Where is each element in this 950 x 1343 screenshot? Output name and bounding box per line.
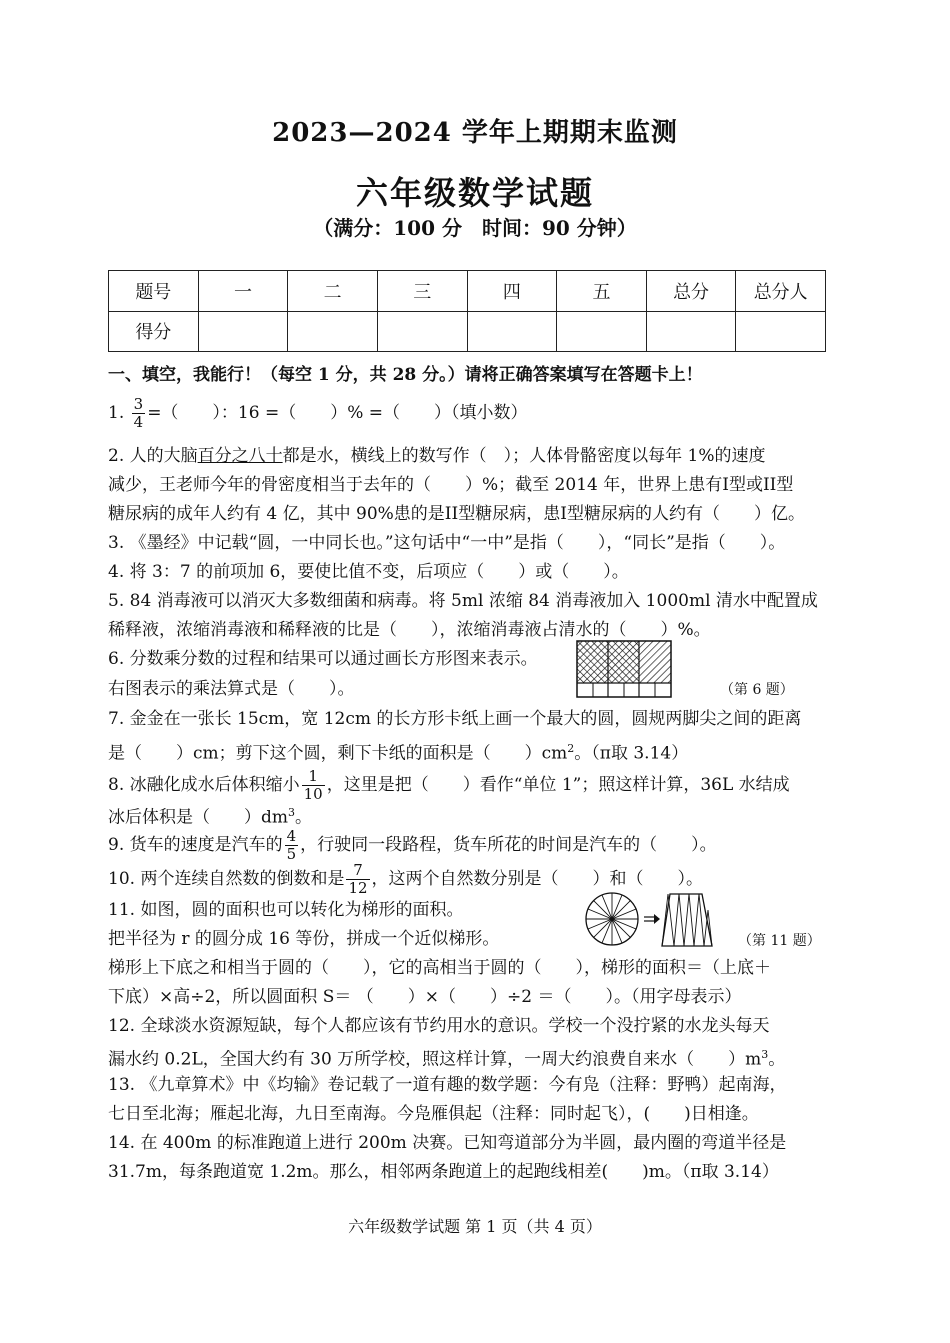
question-text: =（ ）：16 =（ ）% =（ ）（填小数） [147, 403, 528, 423]
question-11-line-4: 下底）×高÷2，所以圆面积 S＝ （ ）×（ ）÷2 ＝（ ）。（用字母表示） [108, 987, 742, 1007]
question-9 [108, 828, 717, 863]
score-header-cell: 总分人 [736, 271, 826, 312]
question-12-line-2 [108, 1043, 785, 1072]
question-2-line-2: 减少，王老师今年的骨密度相当于去年的（ ）%；截至 2014 年，世界上患有I型或II型 [108, 475, 794, 495]
fraction-denominator: 4 [133, 413, 144, 431]
fraction-rectangle-diagram [576, 640, 672, 698]
question-13-line-2: 七日至北海；雁起北海，九日至南海。今凫雁俱起（注释：同时起飞），( )日相逢。 [108, 1104, 759, 1124]
fraction-denominator: 12 [348, 879, 368, 897]
question-text: 。 [768, 1049, 786, 1070]
question-text: 是（ ）cm；剪下这个圆，剩下卡纸的面积是（ ）cm [108, 743, 568, 764]
fraction-denominator: 5 [286, 845, 297, 863]
page-footer: 六年级数学试题 第 1 页（共 4 页） [348, 1217, 602, 1236]
question-6-line-2: 右图表示的乘法算式是（ ）。 [108, 679, 355, 699]
question-text: 8. 冰融化成水后体积缩小 [108, 775, 300, 795]
question-text: ，这两个自然数分别是（ ）和（ ）。 [371, 869, 704, 889]
fraction [302, 768, 325, 803]
approximate-trapezoid [662, 894, 712, 946]
question-text: 冰后体积是（ ）dm [108, 807, 289, 828]
question-3: 3. 《墨经》中记载“圆，一中同长也。”这句话中“一中”是指（ ），“同长”是指（ ）。 [108, 533, 786, 553]
score-header-cell: 一 [198, 271, 288, 312]
question-7-line-2 [108, 737, 688, 766]
question-text: 2. 人的大脑 [108, 446, 198, 466]
score-header-cell: 总分 [646, 271, 736, 312]
fraction [285, 828, 299, 863]
score-header-cell: 五 [557, 271, 647, 312]
circle-to-trapezoid-diagram [584, 890, 716, 950]
question-8-line-1 [108, 768, 790, 803]
question-2-line-1 [108, 444, 766, 468]
fraction [132, 396, 146, 431]
fraction-numerator: 3 [133, 395, 144, 413]
score-cell[interactable] [198, 311, 288, 352]
score-header-cell: 四 [467, 271, 557, 312]
score-header-cell: 题号 [109, 271, 199, 312]
question-12-line-1: 12. 全球淡水资源短缺，每个人都应该有节约用水的意识。学校一个没拧紧的水龙头每天 [108, 1016, 770, 1036]
score-table-score-row [109, 311, 826, 352]
question-4: 4. 将 3：7 的前项加 6，要使比值不变，后项应（ ）或（ ）。 [108, 562, 629, 582]
question-11-line-3: 梯形上下底之和相当于圆的（ ），它的高相当于圆的（ ），梯形的面积＝（上底＋ [108, 958, 771, 978]
fraction-denominator: 10 [303, 785, 323, 803]
question-8-line-2 [108, 801, 312, 830]
question-5-line-1: 5. 84 消毒液可以消灭大多数细菌和病毒。将 5ml 浓缩 84 消毒液加入 1000ml 清水中配置成 [108, 591, 818, 611]
score-cell[interactable] [646, 311, 736, 352]
score-cell[interactable] [288, 311, 378, 352]
figure-6-caption: （第 6 题） [720, 682, 794, 698]
question-text: ，这里是把（ ）看作“单位 1”；照这样计算，36L 水结成 [326, 775, 790, 795]
question-text: 。（π取 3.14） [574, 743, 689, 764]
score-cell[interactable] [467, 311, 557, 352]
question-text: 。 [295, 807, 313, 828]
section-1-title: 一、填空，我能行！（每空 1 分，共 28 分。）请将正确答案填写在答题卡上！ [108, 365, 703, 385]
exam-year-title: 2023—2024 学年上期期末监测 [272, 118, 678, 148]
question-11-line-2: 把半径为 r 的圆分成 16 等份，拼成一个近似梯形。 [108, 929, 500, 949]
score-table-header-row [109, 271, 826, 312]
question-7-line-1: 7. 金金在一张长 15cm，宽 12cm 的长方形卡纸上画一个最大的圆，圆规两脚尖之间的距离 [108, 709, 802, 729]
underlined-text: 百分之八十 [197, 446, 283, 466]
question-1 [108, 396, 528, 431]
arrow-right-icon [644, 914, 660, 924]
question-text: 漏水约 0.2L，全国大约有 30 万所学校，照这样计算，一周大约浪费自来水（ ）m [108, 1049, 762, 1070]
exam-subject-title: 六年级数学试题 [355, 174, 594, 212]
question-5-line-2: 稀释液，浓缩消毒液和稀释液的比是（ ），浓缩消毒液占清水的（ ）%。 [108, 620, 711, 640]
score-cell[interactable] [557, 311, 647, 352]
superscript: 2 [567, 742, 575, 755]
question-13-line-1: 13. 《九章算术》中《均输》卷记载了一道有趣的数学题：今有凫（注释：野鸭）起南海， [108, 1075, 787, 1095]
question-2-line-3: 糖尿病的成年人约有 4 亿，其中 90%患的是II型糖尿病，患I型糖尿病的人约有（ ）亿。 [108, 504, 805, 524]
question-11-line-1: 11. 如图，圆的面积也可以转化为梯形的面积。 [108, 900, 464, 920]
score-header-cell: 三 [377, 271, 467, 312]
score-table [108, 270, 826, 352]
fraction [346, 862, 369, 897]
superscript: 3 [761, 1048, 769, 1061]
superscript: 3 [288, 806, 296, 819]
divided-circle [586, 893, 638, 945]
question-text: 都是水，横线上的数写作（ ）；人体骨骼密度以每年 1%的速度 [282, 446, 766, 466]
fraction-numerator: 7 [346, 862, 369, 880]
question-6-line-1: 6. 分数乘分数的过程和结果可以通过画长方形图来表示。 [108, 649, 538, 669]
score-cell[interactable] [736, 311, 826, 352]
score-row-label: 得分 [109, 311, 199, 352]
fraction-numerator: 4 [286, 827, 297, 845]
question-number: 1. [108, 403, 125, 423]
question-text: 10. 两个连续自然数的倒数和是 [108, 869, 345, 889]
score-header-cell: 二 [288, 271, 378, 312]
question-text: ，行驶同一段路程，货车所花的时间是汽车的（ ）。 [300, 835, 717, 855]
question-14-line-1: 14. 在 400m 的标准跑道上进行 200m 决赛。已知弯道部分为半圆，最内圈的弯道半径是 [108, 1133, 787, 1153]
fraction-numerator: 1 [302, 768, 325, 786]
question-14-line-2: 31.7m，每条跑道宽 1.2m。那么，相邻两条跑道上的起跑线相差( )m。（π取 3.14） [108, 1162, 779, 1182]
score-cell[interactable] [377, 311, 467, 352]
question-text: 9. 货车的速度是汽车的 [108, 835, 283, 855]
figure-11-caption: （第 11 题） [738, 933, 821, 949]
exam-meta: （满分：100 分 时间：90 分钟） [313, 216, 637, 240]
